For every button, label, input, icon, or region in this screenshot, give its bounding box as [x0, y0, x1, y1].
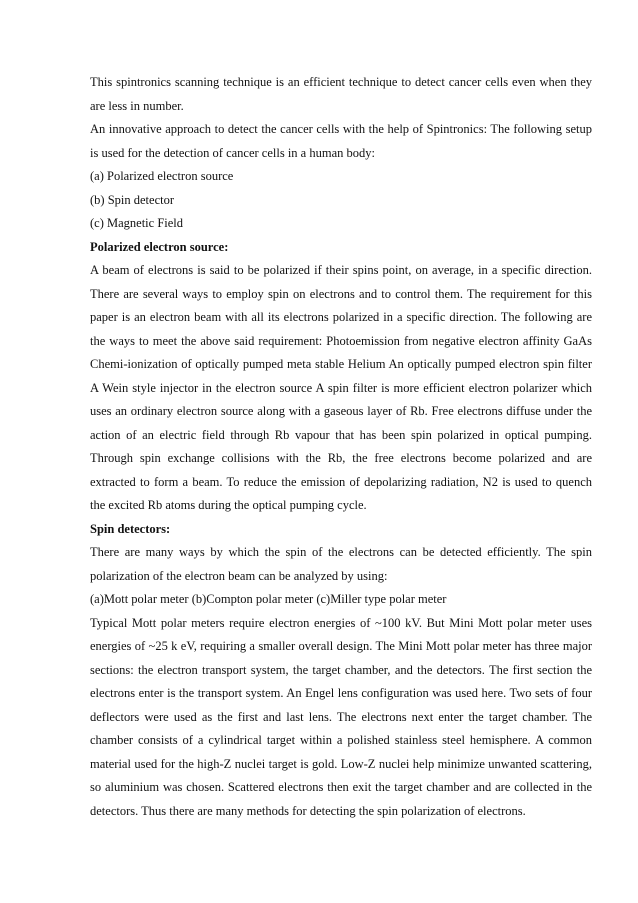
intro-paragraph: This spintronics scanning technique is an efficient technique to detect cancer cells even when they are less in number.: [90, 75, 592, 113]
spin-detectors-paragraph: There are many ways by which the spin of the electrons can be detected efficiently. The spin polarization of the electron beam can be analyzed by using:: [90, 545, 592, 583]
section-heading-polarized-source: Polarized electron source:: [90, 239, 229, 254]
setup-item-spin-detector: (b) Spin detector: [90, 192, 175, 207]
detector-types-list: (a)Mott polar meter (b)Compton polar meter (c)Miller type polar meter: [90, 592, 447, 606]
polarized-source-paragraph: A beam of electrons is said to be polarized if their spins point, on average, in a specific direction. There are several ways to employ spin on electrons and to control them. The requirement for this paper is an electron beam with all its electrons polarized in a specific direction. The following are the ways to meet the above said requirement: Photoemission from negative electron affinity GaAs Chemi-ionization of optically pumped meta stable Helium An optically pumped electron spin filter A Wein style injector in the electron source A spin filter is more efficient electron polarizer which uses an ordinary electron source along with a gaseous layer of Rb. Free electrons diffuse under the action of an electric field through Rb vapour that has been spin polarized in optical pumping. Through spin exchange collisions with the Rb, the free electrons become polarized and are extracted to form a beam. To reduce the emission of depolarizing radiation, N2 is used to quench the excited Rb atoms during the optical pumping cycle.: [90, 263, 592, 512]
section-heading-spin-detectors: Spin detectors:: [90, 521, 171, 536]
document-page: [90, 71, 592, 823]
setup-item-magnetic-field: (c) Magnetic Field: [90, 216, 184, 230]
mott-polarmeter-paragraph: Typical Mott polar meters require electron energies of ~100 kV. But Mini Mott polar meter uses energies of ~25 k eV, requiring a smaller overall design. The Mini Mott polar meter has three major sections: the electron transport system, the target chamber, and the detectors. The first section the electrons enter is the transport system. An Engel lens configuration was used here. Two sets of four deflectors were used as the first and last lens. The electrons next enter the target chamber. The chamber consists of a cylindrical target within a polished stainless steel hemisphere. A common material used for the high-Z nuclei target is gold. Low-Z nuclei help minimize unwanted scattering, so aluminium was chosen. Scattered electrons then exit the target chamber and are collected in the detectors. Thus there are many methods for detecting the spin polarization of electrons.: [90, 615, 592, 818]
approach-paragraph: An innovative approach to detect the cancer cells with the help of Spintronics: The following setup is used for the detection of cancer cells in a human body:: [90, 122, 592, 160]
setup-item-polarized-source: (a) Polarized electron source: [90, 169, 234, 183]
